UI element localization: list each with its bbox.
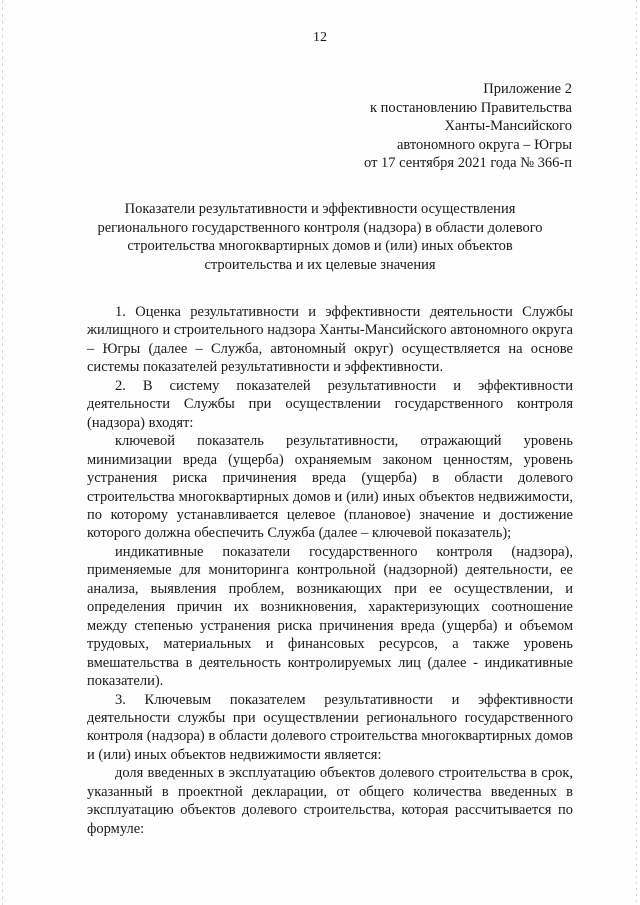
document-body: [87, 303, 573, 838]
paragraph: ключевой показатель результативности, отражающий уровень минимизации вреда (ущерба) охраняемым законом ценностям, уровень устранения риска причинения вреда (ущерба) в области долевого строительства многоквартирных домов и (или) иных объектов недвижимости, по которому устанавливается целевое (плановое) значение и достижение которого должна обеспечить Служба (далее – ключевой показатель);: [87, 433, 573, 542]
appendix-block: [312, 80, 572, 173]
title-line: строительства и их целевые значения: [204, 256, 436, 273]
document-title: [90, 200, 550, 274]
paragraph: доля введенных в эксплуатацию объектов долевого строительства в срок, указанный в проектной декларации, от общего количества введенных в эксплуатацию объектов долевого строительства, которая рассчитывается по формуле:: [87, 765, 573, 837]
appendix-line: к постановлению Правительства: [370, 99, 572, 116]
paragraph: 3. Ключевым показателем результативности и эффективности деятельности службы при осуществлении регионального государственного контроля (надзора) в области долевого строительства многоквартирных домов и (или) иных объектов недвижимости является:: [87, 691, 573, 763]
paragraph: 1. Оценка результативности и эффективности деятельности Службы жилищного и строительного надзора Ханты-Мансийского автономного округа – Югры (далее – Служба, автономный округ) осуществляется на основе системы показателей результативности и эффективности.: [87, 304, 573, 376]
page-number: 12: [313, 30, 327, 45]
appendix-line: Ханты-Мансийского: [444, 118, 572, 135]
paragraph: индикативные показатели государственного контроля (надзора), применяемые для мониторинга контрольной (надзорной) деятельности, ее анализа, выявления проблем, возникающих при ее осуществлении, и определения причин их возникновения, характеризующих соотношение между степенью устранения риска причинения вреда (ущерба) и объемом трудовых, материальных и финансовых ресурсов, а также уровень вмешательства в деятельность контролируемых лиц (далее - индикативные показатели).: [87, 543, 573, 690]
title-line: строительства многоквартирных домов и (или) иных объектов: [127, 238, 513, 255]
title-line: Показатели результативности и эффективности осуществления: [124, 201, 516, 217]
scan-edge-right: [636, 0, 637, 905]
title-line: регионального государственного контроля (надзора) в области долевого: [97, 219, 543, 236]
appendix-line: автономного округа – Югры: [396, 136, 572, 153]
paragraph: 2. В систему показателей результативности и эффективности деятельности Службы при осуществлении государственного контроля (надзора) входят:: [87, 377, 573, 431]
appendix-line: от 17 сентября 2021 года № 366-п: [364, 155, 572, 172]
scan-edge-left: [2, 0, 3, 905]
appendix-line: Приложение 2: [483, 81, 572, 97]
